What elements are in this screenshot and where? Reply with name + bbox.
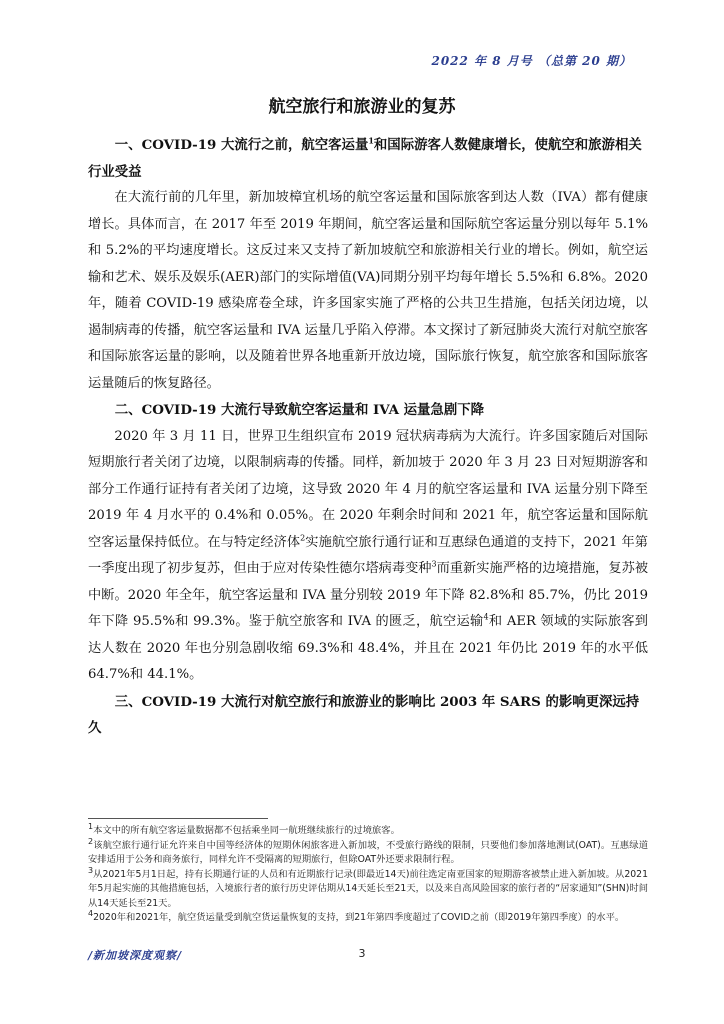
section-2-paragraph	[88, 424, 648, 689]
footnote-text: 本文中的所有航空客运量数据都不包括乘坐同一航班继续旅行的过境旅客。	[93, 825, 400, 836]
article-body	[88, 132, 648, 742]
section-2-text-b: 实施航空旅行通行证和互惠绿色通道的支持下，2021 年第一季度出现了初步复苏，但由于应对传染性德尔塔病毒变种	[88, 534, 648, 576]
section-2-text-d: 和 AER 领域的实际旅客到达人数在 2020 年也分别急剧收缩 69.3%和 48.4%，并且在 2021 年仍比 2019 年的水平低 64.7%和 44.1%。	[88, 614, 648, 682]
section-heading-1-part-a: 一、COVID-19 大流行之前，航空客运量	[114, 137, 369, 153]
page-number: 3	[358, 947, 366, 960]
section-1-paragraph: 在大流行前的几年里，新加坡樟宜机场的航空客运量和国际旅客到达人数（IVA）都有健康增长。具体而言，在 2017 年至 2019 年期间，航空客运量和国际航空客运量分别以每年 5.1%和 5.2%的平均速度增长。这反过来又支持了新加坡航空和旅游相关行业的增长。例如，航空运输和艺术、娱乐及娱乐(AER)部门的实际增值(VA)同期分别平均每年增长 5.5%和 6.8%。2020 年，随着 COVID-19 感染席卷全球，许多国家实施了严格的公共卫生措施，包括关闭边境，以遏制病毒的传播，航空客运量和 IVA 运量几乎陷入停滞。本文探讨了新冠肺炎大流行对航空旅客和国际旅客运量的影响，以及随着世界各地重新开放边境，国际旅行恢复，航空旅客和国际旅客运量随后的恢复路径。	[88, 190, 648, 391]
footnote-divider	[88, 818, 268, 819]
footnote-text: 该航空旅行通行证允许来自中国等经济体的短期休闲旅客进入新加坡，不受旅行路线的限制，只要他们参加落地测试(OAT)。互惠绿道安排适用于公务和商务旅行，同样允许不受隔离的短期旅行，但除OAT外还要求限制行程。	[88, 839, 648, 865]
footnote-mark: 4	[88, 908, 94, 918]
footnote-text: 2020年和2021年，航空货运量受到航空货运量恢复的支持，到21年第四季度超过了COVID之前（即2019年第四季度）的水平。	[93, 912, 625, 923]
footnote-ref-2[interactable]: 2	[300, 533, 306, 543]
section-heading-2: 二、COVID-19 大流行导致航空客运量和 IVA 运量急剧下降	[114, 402, 484, 418]
page-title: 航空旅行和旅游业的复苏	[268, 97, 456, 117]
footnote-mark: 3	[88, 865, 94, 875]
publication-name: /新加坡深度观察/	[88, 949, 183, 962]
footnote-text: 从2021年5月1日起，持有长期通行证的人员和有近期旅行记录(即最近14天)前往选定南亚国家的短期游客被禁止进入新加坡。从2021年5月起实施的其他措施包括，入境旅行者的旅行历史评估期从14天延长至21天，以及来自高风险国家的旅行者的“居家通知”(SHN)时间从14天延长至21天。	[88, 868, 648, 909]
footnote-ref-1[interactable]: 1	[368, 135, 374, 146]
footnote-2	[88, 836, 648, 868]
section-2-text-a: 2020 年 3 月 11 日，世界卫生组织宣布 2019 冠状病毒病为大流行。许多国家随后对国际短期旅行者关闭了边境，以限制病毒的传播。同样，新加坡于 2020 年 3 月 23 日对短期游客和部分工作通行证持有者关闭了边境，这导致 2020 年 4 月的航空客运量和 IVA 运量分别下降至 2019 年 4 月水平的 0.4%和 0.05%。在 2020 年剩余时间和 2021 年，航空客运量和国际航空客运量保持低位。在与特定经济体	[88, 428, 648, 550]
footnote-ref-4[interactable]: 4	[483, 612, 489, 622]
footnote-mark: 2	[88, 836, 94, 846]
section-2-text-c: 而重新实施严格的边境措施，复苏被中断。2020 年全年，航空客运量和 IVA 量分别较 2019 年下降 82.8%和 85.7%，仍比 2019 年下降 95.5%和 99.3%。鉴于航空旅客和 IVA 的匮乏，航空运输	[88, 561, 649, 629]
issue-header: 2022 年 8 月号 （总第 20 期）	[431, 54, 632, 68]
section-heading-1-part-b: 和国际游客人数健康增长，使航空和旅游相关行业受益	[88, 137, 642, 180]
section-heading-3: 三、COVID-19 大流行对航空旅行和旅游业的影响比 2003 年 SARS 的影响更深远持久	[88, 693, 640, 736]
footnote-mark: 1	[88, 821, 94, 831]
section-heading-1	[88, 132, 648, 185]
footnote-3	[88, 865, 648, 912]
footnotes	[88, 821, 648, 926]
footnote-4	[88, 908, 648, 926]
footnote-ref-3[interactable]: 3	[431, 559, 437, 569]
footnote-1	[88, 821, 648, 839]
